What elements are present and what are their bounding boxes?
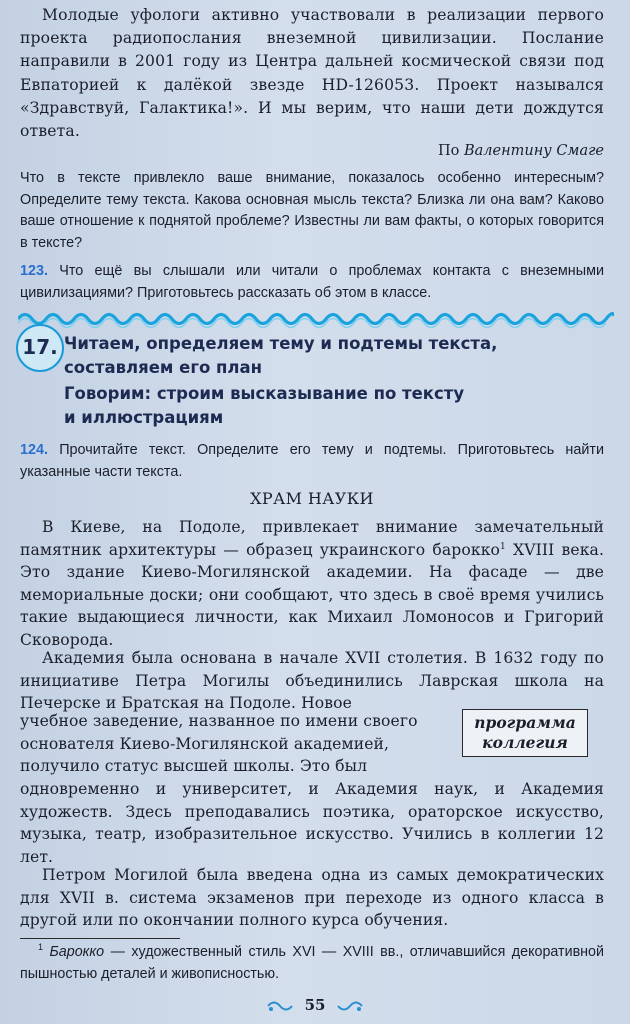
author-prefix: По (438, 143, 460, 159)
paragraph-2-end: одновременно и университет, и Академия наук, и Академия художеств. Здесь преподавались поэтика, ораторское искусство, музыка, театр, изобразительное искусство. Учились в коллегии 12 лет. (20, 780, 604, 866)
lesson-number-badge: 17. (16, 324, 64, 372)
author-name: Валентину Смаге (464, 143, 604, 159)
passage-intro: Молодые уфологи активно участвовали в реализации первого проекта радиопослания внеземной цивилизации. Послание направили в 2001 году из Центра дальней космической связи под Евпаторией к далёкой звезде HD-126053. Проект назывался «Здравствуй, Галактика!». И мы верим, что наши дети дождутся ответа. (20, 6, 604, 141)
paragraph-3: Петром Могилой была введена одна из самых демократических для XVII в. система экзаменов при переходе из одного класса в другой или по окончании полного курса обучения. (20, 866, 604, 930)
task-number: 123. (20, 263, 49, 279)
footnote-divider (20, 938, 180, 939)
footnote-mark: 1 (38, 942, 44, 953)
task-number: 124. (20, 442, 49, 458)
paragraph-1-part-b: XVIII века. Это здание Киево-Могилянской академии. На фасаде — две мемориальные доски; они сообщают, что здесь в своё время учились такие выдающиеся личности, как Михаил Ломоносов и Григорий Сковорода. (20, 540, 605, 649)
lesson-title-line-4: и иллюстрациям (64, 408, 224, 427)
page-ornament-right-icon (336, 999, 364, 1013)
footnote-term: Барокко (49, 944, 105, 960)
text-title: ХРАМ НАУКИ (250, 489, 374, 508)
task-123 (20, 261, 604, 304)
task-124 (20, 440, 604, 483)
page-number: 55 (304, 996, 326, 1014)
vocabulary-box (462, 709, 588, 757)
paragraph-1 (20, 516, 604, 652)
task-text: Что ещё вы слышали или читали о проблемах контакта с внеземными цивилизациями? Приготовьтесь рассказать об этом в классе. (20, 263, 604, 301)
footnote (20, 942, 604, 985)
author-attribution (438, 143, 604, 159)
vocabulary-word: коллегия (482, 733, 568, 752)
paragraph-1-part-a: В Киеве, на Подоле, привлекает внимание замечательный памятник архитектуры — образец украинского барокко (20, 518, 604, 559)
lesson-title-line-3: Говорим: строим высказывание по тексту (64, 384, 465, 403)
footnote-reference: 1 (500, 541, 506, 552)
vocabulary-word: программа (474, 713, 576, 732)
paragraph-2-start: Академия была основана в начале XVII столетия. В 1632 году по инициативе Петра Могилы объединились Лаврская школа на Печерске и Братская на Подоле. Новое (20, 649, 604, 713)
wave-divider (18, 308, 614, 330)
discussion-questions: Что в тексте привлекло ваше внимание, показалось особенно интересным? Определите тему текста. Какова основная мысль текста? Близка ли она вам? Каково ваше отношение к поднятой проблеме? Известны ли вам факты, о которых говорится в тексте? (20, 170, 604, 251)
lesson-title-line-1: Читаем, определяем тему и подтемы текста, (64, 334, 498, 353)
footnote-text: — художественный стиль XVI — XVIII вв., отличавшийся декоративной пышностью деталей и живописностью. (20, 944, 604, 982)
task-text: Прочитайте текст. Определите его тему и подтемы. Приготовьтесь найти указанные части текста. (20, 442, 604, 480)
lesson-title-line-2: составляем его план (64, 358, 263, 377)
paragraph-2-wrap: учебное заведение, названное по имени своего основателя Киево-Могилянской академией, получило статус высшей школы. Это был (20, 712, 418, 776)
